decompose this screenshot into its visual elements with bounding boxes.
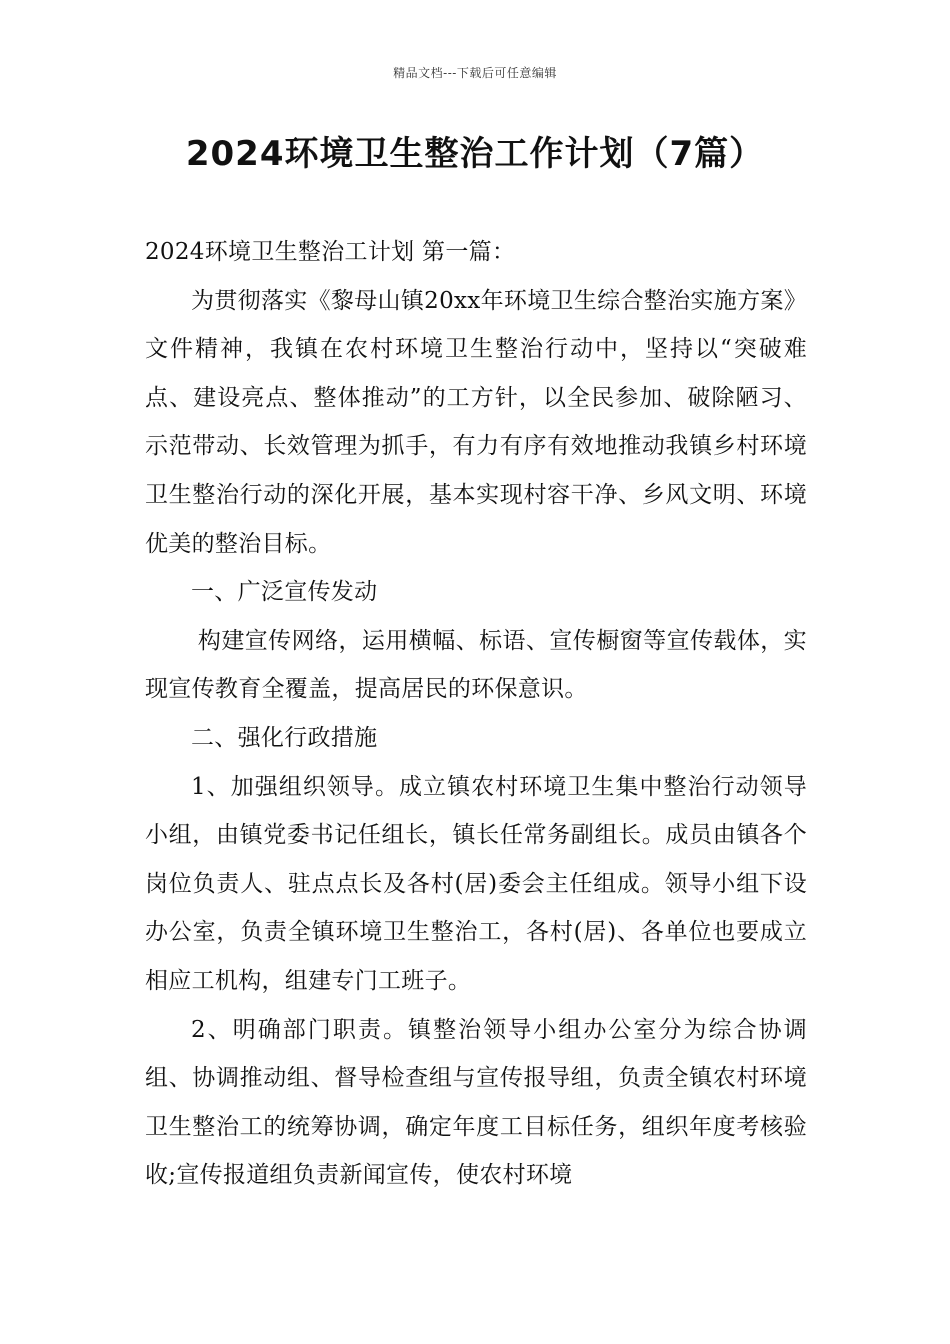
body-paragraph: 构建宣传网络，运用横幅、标语、宣传橱窗等宣传载体，实现宣传教育全覆盖，提高居民的环保意识。 [145,627,807,703]
body-paragraph: 为贯彻落实《黎母山镇20xx年环境卫生综合整治实施方案》文件精神，我镇在农村环境卫生整治行动中，坚持以“突破难点、建设亮点、整体推动”的工方针，以全民参加、破除陋习、示范带动、长效管理为抓手，有力有序有效地推动我镇乡村环境卫生整治行动的深化开展，基本实现村容干净、乡风文明、环境优美的整治目标。 [145,287,807,557]
page-header-note: 精品文档---下载后可任意编辑 [393,66,557,80]
subheading: 一、广泛宣传发动 [191,579,378,606]
body-paragraph: 2、明确部门职责。镇整治领导小组办公室分为综合协调组、协调推动组、督导检查组与宣传报导组，负责全镇农村环境卫生整治工的统筹协调，确定年度工目标任务，组织年度考核验收;宣传报道组负责新闻宣传，使农村环境 [145,1016,807,1189]
subheading: 二、强化行政措施 [191,724,378,751]
section-heading: 2024环境卫生整治工计划 第一篇： [145,239,516,265]
body-paragraph: 1、加强组织领导。成立镇农村环境卫生集中整治行动领导小组，由镇党委书记任组长，镇长任常务副组长。成员由镇各个岗位负责人、驻点点长及各村(居)委会主任组成。领导小组下设办公室，负责全镇环境卫生整治工，各村(居)、各单位也要成立相应工机构，组建专门工班子。 [145,773,807,994]
document-body [145,228,807,1200]
document-title: 2024环境卫生整治工作计划（7篇） [185,134,765,174]
